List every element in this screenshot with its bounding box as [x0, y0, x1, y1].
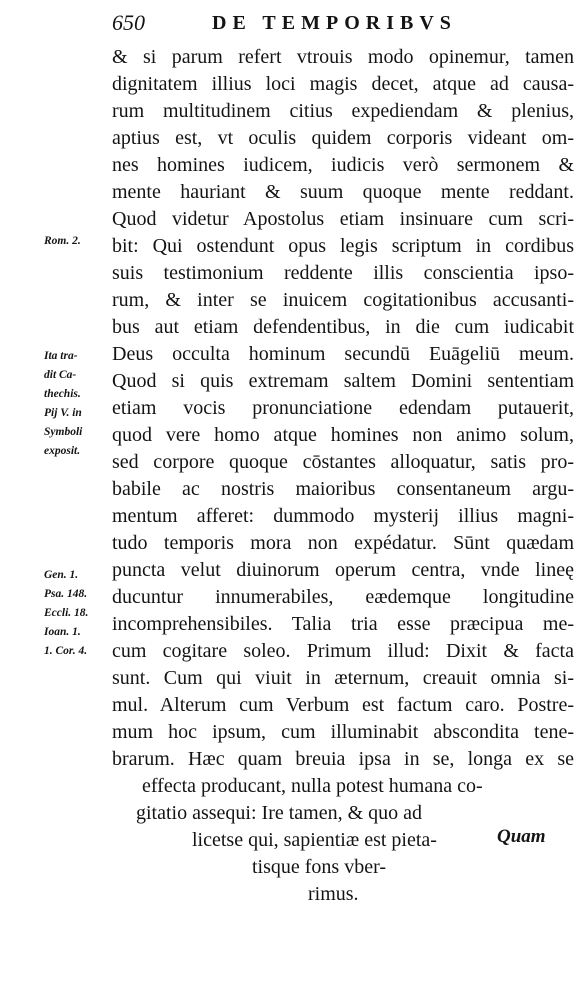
margin-note: [44, 347, 110, 461]
text-line: aptius est, vt oculis quidem corporis videant om-: [112, 127, 574, 149]
text-line: Quod si quis extremam saltem Domini sententiam: [112, 370, 574, 392]
margin-note-line: thechis.: [44, 388, 81, 400]
text-line: tisque fons vber-: [252, 856, 387, 878]
text-line: gitatio assequi: Ire tamen, & quo ad: [136, 802, 423, 824]
margin-note-line: Gen. 1.: [44, 569, 79, 581]
catchword: Quam: [497, 826, 546, 847]
text-line: bus aut etiam defendentibus, in die cum iudicabit: [112, 316, 574, 338]
margin-note-line: Pij V. in: [44, 407, 82, 419]
text-line: incomprehensibiles. Talia tria esse præcipua me-: [112, 613, 574, 635]
margin-note-line: Ita tra-: [44, 350, 78, 362]
margin-note-line: Eccli. 18.: [44, 607, 89, 619]
text-line: mul. Alterum cum Verbum est factum caro. Postre-: [112, 694, 574, 716]
page-number: 650: [112, 10, 145, 35]
text-line: suis testimonium reddente illis conscientia ipso-: [112, 262, 574, 284]
margin-note-line: exposit.: [44, 445, 81, 457]
page-header: [112, 10, 572, 40]
text-line: puncta velut diuinorum operum centra, vnde lineę: [112, 559, 574, 581]
margin-note-line: Ioan. 1.: [44, 626, 81, 638]
text-line: Quod videtur Apostolus etiam insinuare cum scri-: [112, 208, 574, 230]
text-line: rum, & inter se inuicem cogitationibus accusanti-: [112, 289, 574, 311]
text-line: licetse qui, sapientiæ est pieta-: [192, 829, 437, 851]
text-line: etiam vocis pronunciatione edendam putauerit,: [112, 397, 574, 419]
margin-note-line: Psa. 148.: [44, 588, 88, 600]
text-line: rimus.: [308, 883, 359, 905]
text-line: ducuntur innumerabiles, eædemque longitudine: [112, 586, 574, 608]
text-line: mente hauriant & suum quoque mente reddant.: [112, 181, 574, 203]
text-line: effecta producant, nulla potest humana co-: [142, 775, 483, 797]
running-head: DE TEMPORIBVS: [212, 12, 457, 34]
margin-note-line: 1. Cor. 4.: [44, 645, 88, 657]
text-line: sunt. Cum qui viuit in æternum, creauit omnia si-: [112, 667, 574, 689]
text-line: bit: Qui ostendunt opus legis scriptum in cordibus: [112, 235, 574, 257]
text-line: mum hoc ipsum, cum illuminabit abscondita tene-: [112, 721, 574, 743]
text-line: quod vere homo atque homines non animo solum,: [112, 424, 574, 446]
text-line: babile ac nostris maioribus consentaneum argu-: [112, 478, 574, 500]
margin-note-line: dit Ca-: [44, 369, 77, 381]
margin-note-line: Symboli: [44, 426, 83, 438]
text-line: dignitatem illius loci magis decet, atque ad causa-: [112, 73, 574, 95]
text-line: rum multitudinem citius expediendam & plenius,: [112, 100, 574, 122]
margin-note-line: Rom. 2.: [44, 235, 81, 247]
margin-note: [44, 566, 110, 661]
margin-note: [44, 232, 110, 251]
text-line: tudo temporis mora non expédatur. Sūnt quædam: [112, 532, 574, 554]
text-line: cum cogitare soleo. Primum illud: Dixit & facta: [112, 640, 574, 662]
text-line: brarum. Hæc quam breuia ipsa in se, longa ex se: [112, 748, 574, 770]
text-line: & si parum refert vtrouis modo opinemur, tamen: [112, 46, 574, 68]
text-line: mentum afferet: dummodo mysterij illius magni-: [112, 505, 574, 527]
text-line: nes homines iudicem, iudicis verò sermonem &: [112, 154, 574, 176]
text-line: sed corpore quoque cōstantes alloquatur, satis pro-: [112, 451, 574, 473]
text-line: Deus occulta hominum secundū Euāgeliū meum.: [112, 343, 574, 365]
main-text: [112, 44, 574, 908]
